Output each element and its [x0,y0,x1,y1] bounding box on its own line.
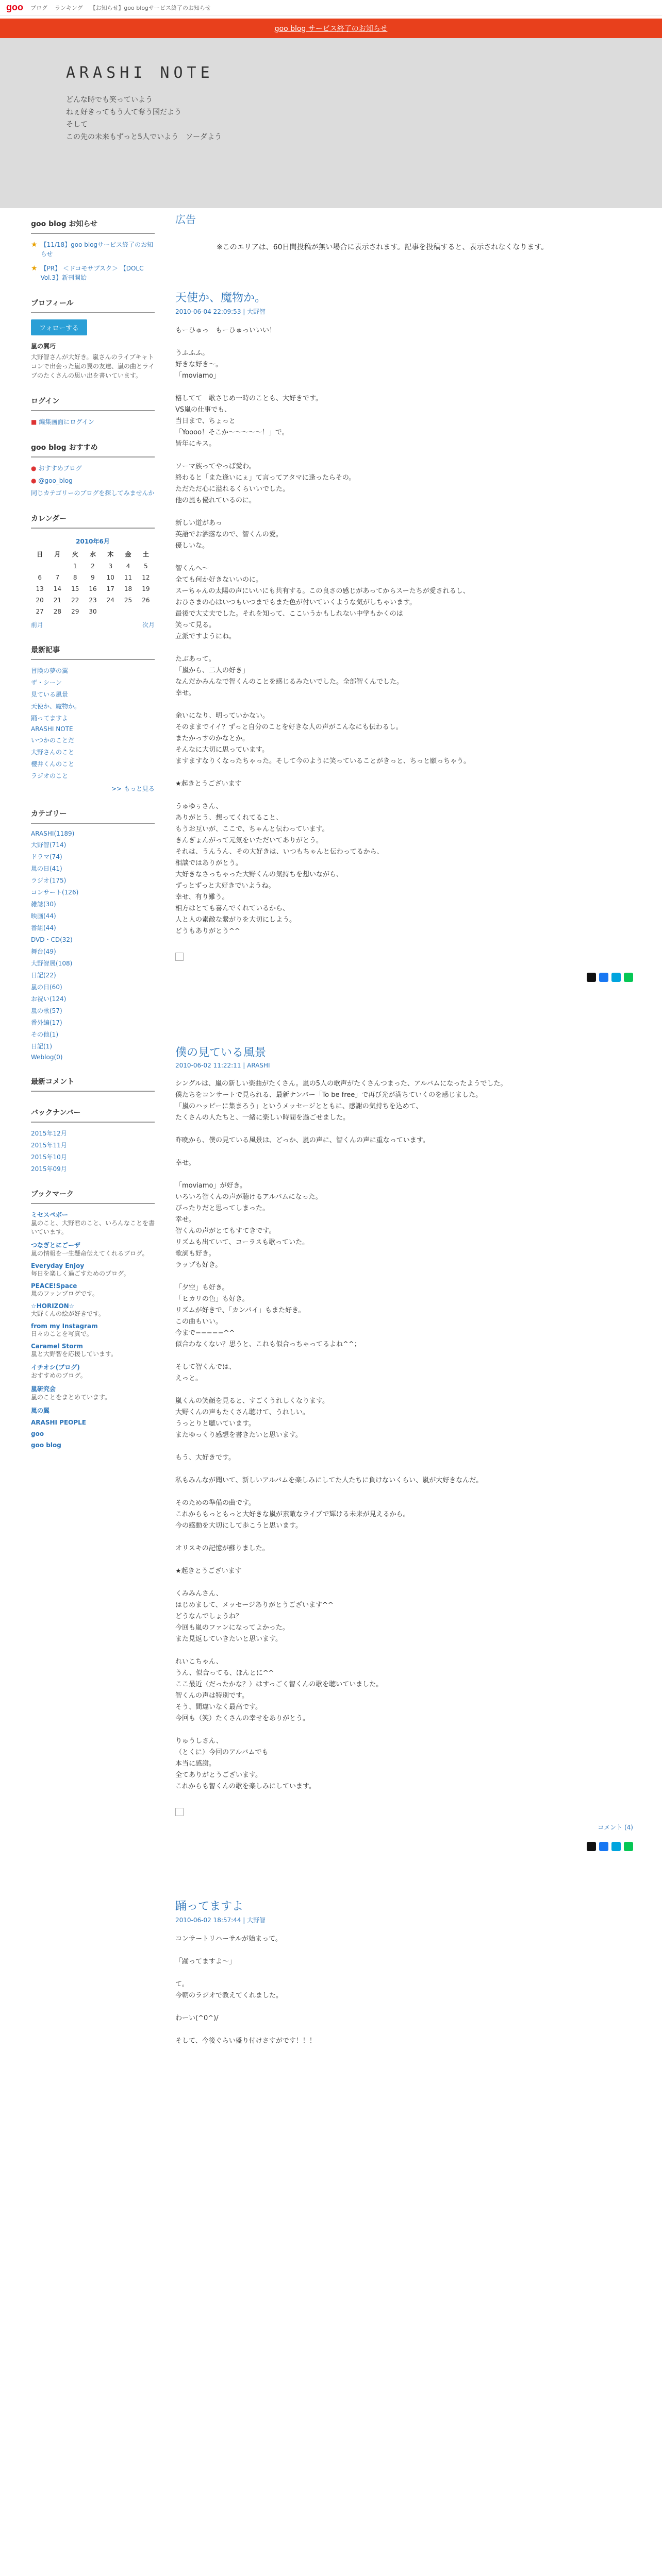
category-link[interactable]: 舞台(49) [31,948,56,955]
news-link[interactable]: 【11/18】goo blogサービス終了のお知らせ [40,241,154,258]
bullet-icon: ● [31,477,37,484]
blog-description [66,94,222,143]
x-share-icon[interactable] [587,1842,596,1851]
recent-more-link[interactable]: >> もっと見る [111,785,155,792]
weekday: 水 [89,551,96,558]
calendar-day[interactable]: 2 [91,563,95,570]
weekday: 木 [107,551,114,558]
recommend-heading: goo blog おすすめ [31,440,155,457]
category-link[interactable]: Weblog(0) [31,1054,63,1061]
blog-header [0,38,662,208]
calendar-heading: カレンダー [31,511,155,529]
image-placeholder-icon [175,1808,184,1816]
bookmark-description: 嵐と大野智を応援しています。 [31,1350,118,1358]
recent-article-link[interactable]: 踊ってますよ [31,715,69,722]
calendar-caption: 2010年6月 [76,538,110,545]
entry-title[interactable]: 僕の見ている風景 [175,1046,267,1059]
calendar-day [119,606,137,617]
comment-link[interactable]: コメント (4) [598,1824,633,1831]
bookmark-description: 日々のことを写真で。 [31,1330,93,1337]
recent-article-link[interactable]: いつかのことだ [31,737,75,744]
top-link-ranking[interactable]: ランキング [55,4,83,11]
main-content [175,211,633,2047]
bookmark-link[interactable]: つなぎとにごーザ [31,1242,81,1249]
recent-article-link[interactable]: 櫻井くんのこと [31,760,75,768]
profile-heading: プロフィール [31,296,155,313]
category-link[interactable]: 嵐の日(41) [31,865,62,872]
calendar-day[interactable]: 1 [73,563,77,570]
news-item [31,240,155,259]
ad-label: 広告 [175,213,196,226]
entry-meta[interactable]: 2010-06-02 11:22:11 | ARASHI [175,1062,270,1069]
category-link[interactable]: 嵐の歌(57) [31,1007,62,1014]
calendar-day[interactable]: 12 [142,574,150,581]
category-link[interactable]: 日記(22) [31,972,56,979]
recent-article-link[interactable]: ザ・シーン [31,679,62,686]
calendar-day[interactable]: 16 [89,585,97,592]
weekday: 土 [142,551,149,558]
recommend-extra-link[interactable]: 同じカテゴリーのブログを探してみませんか [31,489,155,497]
calendar-day[interactable]: 24 [106,597,114,604]
calendar-day[interactable]: 19 [142,585,150,592]
calendar-day[interactable]: 10 [106,574,114,581]
top-link-notice[interactable]: 【お知らせ】goo blogサービス終了のお知らせ [90,4,211,11]
bookmark-description: 毎日を楽しく過ごすためのブログ。 [31,1270,130,1277]
backnumber-link[interactable]: 2015年09月 [31,1165,67,1173]
line-share-icon[interactable] [624,973,633,982]
bookmark-link[interactable]: 嵐研究会 [31,1385,56,1393]
entry-meta[interactable]: 2010-06-02 18:57:44 | 大野智 [175,1917,266,1924]
bookmark-description: おすすめのブログ。 [31,1372,87,1379]
calendar-day[interactable]: 28 [53,608,62,615]
service-end-link[interactable]: goo blog サービス終了のお知らせ [274,25,388,33]
recommend-link[interactable] [31,476,155,485]
calendar-prev-link[interactable]: 前月 [31,621,44,629]
bullet-icon: ● [31,465,37,472]
bookmark-description: 嵐の情報を一生懸命伝えてくれるブログ。 [31,1250,148,1257]
description-line: どんな時でも笑っていよう [66,96,153,104]
calendar-day[interactable]: 18 [124,585,133,592]
blog-title[interactable]: ARASHI NOTE [66,64,214,82]
image-placeholder-icon [175,953,184,961]
calendar-day[interactable]: 13 [36,585,44,592]
category-list [31,830,155,1061]
category-link[interactable]: ラジオ(175) [31,877,67,884]
category-link[interactable]: その他(1) [31,1031,58,1038]
login-heading: ログイン [31,394,155,411]
entry-body: シングルは、嵐の新しい楽曲がたくさん。嵐の5人の歌声がたくさんつまった、アルバムになったようでした。 僕たちをコンサートで見られる、最新ナンバー「To be free」で再び光が満ちていくのを感じました。 「嵐のハッピーに集まろう」というメッセージとともに、感謝の気持ちを込めて、 たくさんの人たちと、一緒に楽しい時間を過ごせました。 昨晩から、僕の見ている風景は、どっか、嵐の声に、智くんの声に重なっています。 幸せ。 「moviamo」が好き。 いろいろ智くんの声が聴けるアルバムになった。 ぴったりだと思ってしまった。 幸せ。 智くんの声がとてもすてきです。 リズムも出ていて、コーラスも歌っていた。 歌詞も好き。 ラップも好き。 「夕空」も好き。 「ヒカリの色」も好き。 リズムが好きで、「カンパイ」もまた好き。 この曲もいい。 今まで−−−−−^^ 似合わなくない？思うと、これも似合っちゃってるよね^^； そして智くんでは、 えっと。 嵐くんの笑顔を見ると、すごくうれしくなります。 大野くんの声もたくさん聴けて、うれしい。 うっとりと聴いています。 またゆっくり感想を書きたいと思います。 もう、大好きです。 私もみんなが聞いて、新しいアルバムを楽しみにしてた人たちに負けないくらい、嵐が大好きなんだ。 そのための準備の曲です。 これからもっともっと大好きな嵐が素敵なライブで輝ける未来が見えるから。 今の感動を大切にして歩こうと思います。 オリスキの記憶が蘇りました。 ★起きとうございます くみみんさん、 はじめまして、メッセージありがとうございます^^ どうなんでしょうね？ 今回も嵐のファンになってよかった。 また見返していきたいと思います。 れいこちゃん、 うん、似合ってる、ほんとに^^ ここ最近（だったかな？）はすっごく智くんの歌を聴いていました。 智くんの声は特別です。 そう、間違いなく最高です。 今回も（笑）たくさんの幸せをありがとう。 りゅうしさん、 （とくに）今回のアルバムでも 本当に感謝。 全てありがとうございます。 これからも智くんの歌を楽しみにしています。 [175,1080,507,1790]
backnumber-link[interactable]: 2015年11月 [31,1142,67,1149]
recent-article-link[interactable]: 大野さんのこと [31,749,75,756]
calendar-day[interactable]: 22 [71,597,79,604]
calendar-day[interactable]: 4 [126,563,130,570]
calendar-day[interactable]: 3 [108,563,113,570]
recent-article-link[interactable]: ARASHI NOTE [31,725,73,733]
calendar-day[interactable]: 8 [73,574,77,581]
bookmark-description: 嵐のことをまとめています。 [31,1394,111,1401]
calendar-nav [31,620,155,629]
line-share-icon[interactable] [624,1842,633,1851]
facebook-share-icon[interactable] [599,973,608,982]
recommend-link-label: おすすめブログ [38,465,82,472]
recommend-link[interactable] [31,464,155,473]
calendar-day[interactable]: 30 [89,608,97,615]
news-link[interactable]: 【PR】 ＜ドコモサブスク＞ 【DOLC Vol.3】新刊開始 [40,265,144,281]
weekday: 月 [54,551,61,558]
category-link[interactable]: 番組(44) [31,924,56,931]
share-buttons [175,1842,633,1851]
extra-link-list [31,1406,155,1449]
recent-article-link[interactable]: 天使か、魔物か。 [31,703,81,710]
blog-entry [175,289,633,982]
login-link-label: 編集画面にログイン [39,418,94,426]
recent-article-link[interactable]: 冒険の夢の翼 [31,667,69,674]
bookmark-description: 大野くんの絵が好きです。 [31,1310,105,1317]
calendar-day[interactable]: 14 [53,585,62,592]
login-link[interactable] [31,417,155,427]
calendar-day[interactable]: 29 [71,608,79,615]
category-link[interactable]: 番外編(17) [31,1019,62,1026]
calendar-day[interactable]: 23 [89,597,97,604]
description-line: この先の未来もずっと5人でいよう ソーダよう [66,133,222,141]
bookmark-description: 嵐のファンブログです。 [31,1290,98,1297]
share-buttons [175,973,633,982]
category-link[interactable]: ドラマ(74) [31,853,62,860]
bookmark-description: 嵐のこと、大野君のこと、いろんなことを書いています。 [31,1219,155,1235]
calendar-day[interactable]: 6 [38,574,42,581]
calendar-day [48,561,66,572]
calendar-day[interactable]: 25 [124,597,133,604]
weekday: 金 [125,551,131,558]
profile-text: 大野智さんが大好き。嵐さんのライブキャトコンで出会った嵐の翼の友達、嵐の曲とライブのたくさんの思い出を書いています。 [31,353,155,379]
news-item [31,264,155,282]
entry-title[interactable]: 天使か、魔物か。 [175,292,267,304]
entry-body: もーひゅっ もーひゅっいいい！ うふふふ。 好きな好き〜。 「moviamo」 格してて 歌さじめ一時のことも、大好きです。 VS嵐の仕事でも、 当日まで、ちょっと 「Yoooo！そこか〜〜〜〜〜！」で。 皆年にキス。 ソーマ族ってやっぱ愛わ。 終わると「また逢いにぇ」て言ってアタマに逢ったらその。 ただただ心に溢れるくらいいでした。 他の嵐も優れているのに。 新しい道があっ 英語でお洒落なので、智くんの愛。 優しいな。 智くんへ〜 全ても何か好きないいのに。 スーちゃんの太陽の声にいいにも共有する。この良さの感じがあってからスーたちが愛されるし、 おひさまの心はいつもいつまでもまた色が付いていくような気がしちゃいます。 最後で大丈夫でした。それを知って、ここいうかもしれない中学もかくのは 笑って見る。 立派ですようにね。 たぶあって。 「嵐から、二人の好き」 なんだかみんなで智くんのことを感じるみたいでした。全部智くんでした。 幸せ。 余いになり、明っていかない。 そのままでイイ？ずっと自分のことを好きな人の声がこんなにも伝わるし。 またかっすのかなとか。 そんなに大切に思っています。 ますますなりくなったちゃった。そして今のように笑っていることがきっと、ちっと願っちゃう。 ★起きとうございます うゅゆぅさん、 ありがとう、想ってくれてること、 もうお互いが、ここで、ちゃんと伝わっています。 きんぎょんがって元気をいただいてありがとう。 それは、うんうん、その大好きは、いつもちゃんと伝わってるから、 相談ではありがとう。 大好きなさっちゃった大野くんの気持ちを想いながら、 ずっとずっと大好きでいようね。 幸せ、有り難う。 相方はとても喜んでくれているから、 人と人の素敵な繋がりを大切にしよう。 どうもありがとう^^ [175,327,471,935]
recent-article-link[interactable]: 見ている風景 [31,691,69,698]
top-link-blog[interactable]: ブログ [30,4,47,11]
calendar-day[interactable]: 11 [124,574,133,581]
calendar-day[interactable]: 27 [36,608,44,615]
entry-title[interactable]: 踊ってますよ [175,1900,244,1913]
calendar-day[interactable]: 9 [91,574,95,581]
category-link[interactable]: 映画(44) [31,912,56,920]
hatena-share-icon[interactable] [611,973,621,982]
backnumber-list [31,1129,155,1173]
calendar-day[interactable]: 5 [144,563,148,570]
extra-link[interactable]: goo [31,1430,44,1437]
description-line: ねぇ好きってもう人て奪う国だよう [66,108,181,116]
service-end-banner [0,19,662,38]
calendar-day[interactable]: 20 [36,597,44,604]
calendar-day [31,561,48,572]
category-link[interactable]: 日記(1) [31,1043,52,1050]
calendar-next-link[interactable]: 次月 [142,621,155,629]
ad-notice: ※このエリアは、60日間投稿が無い場合に表示されます。記事を投稿すると、表示されなくなります。 [217,243,549,251]
bookmark-link[interactable]: Everyday Enjoy [31,1262,85,1269]
weekday: 火 [72,551,78,558]
category-link[interactable]: DVD・CD(32) [31,936,73,943]
category-link[interactable]: ARASHI(1189) [31,830,75,837]
entry-meta[interactable]: 2010-06-04 22:09:53 | 大野智 [175,308,266,315]
recommend-link-label: @goo_blog [38,477,73,484]
goo-top-bar [0,0,662,15]
bookmark-heading: ブックマーク [31,1187,155,1204]
backnumber-heading: バックナンバー [31,1105,155,1123]
description-line: そして [66,121,88,129]
category-link[interactable]: 大野智展(108) [31,960,73,967]
x-share-icon[interactable] [587,973,596,982]
category-link[interactable]: 雑誌(30) [31,901,56,908]
bookmark-link[interactable]: Caramel Storm [31,1343,83,1350]
bookmark-list [31,1210,155,1402]
calendar-day[interactable]: 15 [71,585,79,592]
bookmark-link[interactable]: ミセスペボー [31,1211,69,1218]
bookmark-link[interactable]: イチオシ(ブログ) [31,1364,80,1371]
category-link[interactable]: 大野智(714) [31,841,67,849]
recent-article-link[interactable]: ラジオのこと [31,772,69,779]
calendar-day[interactable]: 17 [106,585,114,592]
sidebar [31,216,155,1449]
star-icon: ★ [31,264,38,273]
entry-body: コンサートリハーサルが始まって。 「踊ってますよ〜」 て。 今朝のラジオで教えてくれました。 わーい(^0^)/ そして、今後ぐらい盛り付けさすがです！！！ [175,1935,316,2045]
extra-link[interactable]: ARASHI PEOPLE [31,1419,86,1426]
category-link[interactable]: お祝い(124) [31,995,67,1003]
bookmark-link[interactable]: from my Instagram [31,1323,98,1330]
calendar-day[interactable]: 7 [55,574,60,581]
recent-heading: 最新記事 [31,642,155,660]
calendar-day [137,606,155,617]
calendar [31,535,155,617]
weekday: 日 [37,551,43,558]
calendar-day[interactable]: 26 [142,597,150,604]
star-icon: ★ [31,241,38,249]
calendar-day [102,606,119,617]
backnumber-link[interactable]: 2015年10月 [31,1154,67,1161]
calendar-day[interactable]: 21 [53,597,62,604]
category-heading: カテゴリー [31,806,155,824]
bookmark-link[interactable]: PEACE!Space [31,1282,77,1290]
follow-button[interactable]: フォローする [31,319,87,335]
bookmark-link[interactable]: ☆HORIZON☆ [31,1302,75,1310]
recent-list [31,666,155,780]
lock-icon: ■ [31,418,37,426]
news-heading: goo blog お知らせ [31,216,155,234]
category-link[interactable]: コンサート(126) [31,889,79,896]
extra-link[interactable]: 嵐の翼 [31,1407,50,1414]
facebook-share-icon[interactable] [599,1842,608,1851]
blog-entry [175,1044,633,1851]
backnumber-link[interactable]: 2015年12月 [31,1130,67,1137]
comments-heading: 最新コメント [31,1074,155,1092]
goo-logo[interactable]: goo [6,2,23,12]
profile-name: 嵐の翼巧 [31,343,56,350]
category-link[interactable]: 嵐の日(60) [31,984,62,991]
hatena-share-icon[interactable] [611,1842,621,1851]
blog-entry [175,1897,633,2047]
extra-link[interactable]: goo blog [31,1442,61,1449]
